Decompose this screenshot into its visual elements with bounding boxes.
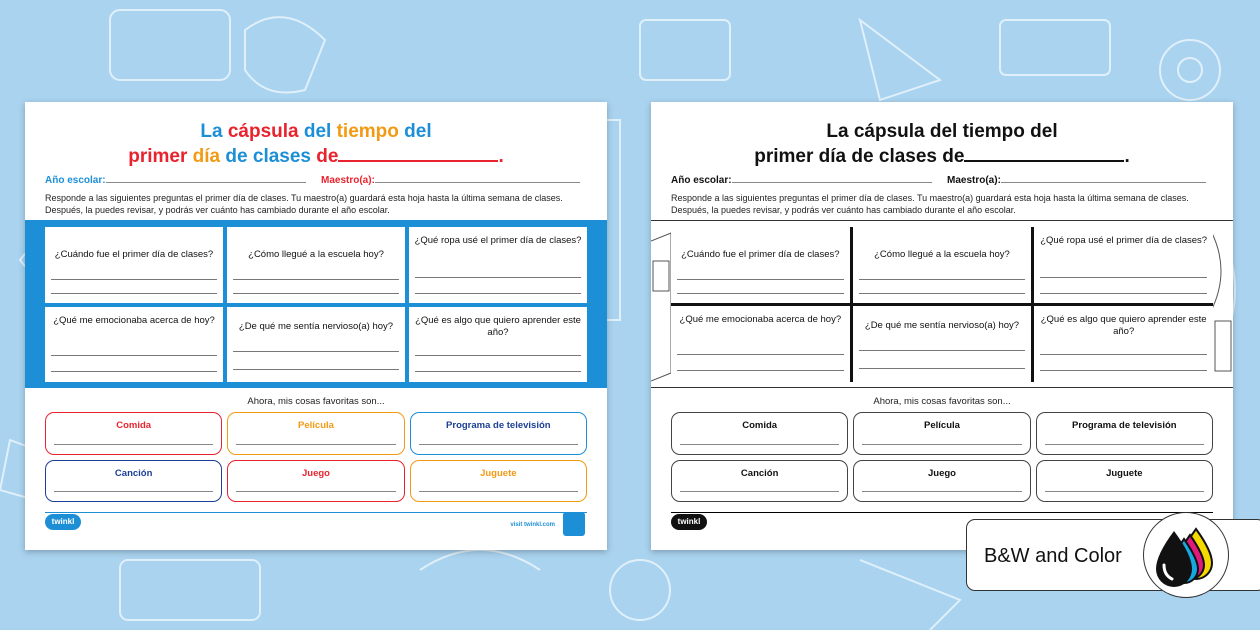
favorite-label: Comida bbox=[742, 420, 778, 431]
footer-rule bbox=[671, 512, 1213, 513]
question-text: ¿Cómo llegué a la escuela hoy? bbox=[248, 249, 384, 260]
bw-color-tag bbox=[966, 519, 1260, 591]
title-word: tiempo bbox=[336, 121, 399, 142]
title-blank bbox=[338, 144, 498, 162]
question-box bbox=[227, 227, 405, 303]
title-word: La bbox=[826, 121, 849, 142]
title-word: La bbox=[200, 121, 223, 142]
worksheet-bw bbox=[651, 102, 1233, 550]
title-word: del bbox=[303, 121, 332, 142]
title-word: clases bbox=[252, 146, 311, 167]
favorite-box bbox=[410, 460, 587, 503]
grade-field bbox=[671, 172, 932, 186]
question-text: ¿Cuándo fue el primer día de clases? bbox=[54, 249, 214, 260]
favorite-box bbox=[671, 460, 848, 503]
worksheet-title bbox=[25, 120, 607, 169]
teacher-field bbox=[947, 172, 1206, 186]
favorites-intro: Ahora, mis cosas favoritas son... bbox=[247, 396, 385, 407]
title-word: clases bbox=[878, 146, 937, 167]
question-grid bbox=[671, 227, 1213, 382]
question-box bbox=[45, 227, 223, 303]
title-word: día bbox=[192, 146, 221, 167]
favorites-grid bbox=[671, 412, 1213, 502]
title-word: del bbox=[929, 121, 958, 142]
favorite-label: Canción bbox=[114, 467, 153, 479]
title-word: de bbox=[942, 146, 965, 167]
instructions: Responde a las siguientes preguntas el primer día de clases. Tu maestro(a) guardará esta hoja hasta la última semana de clases. Después, la puedes revisar, y podrás ver cuánto has cambiado durante el año escolar. bbox=[45, 193, 563, 215]
favorite-box bbox=[671, 412, 848, 455]
favorite-label: Canción bbox=[740, 467, 779, 479]
favorite-box bbox=[227, 412, 404, 455]
site-url: visit twinkl.com bbox=[510, 522, 555, 528]
question-box bbox=[853, 227, 1032, 303]
favorite-label: Programa de televisión bbox=[446, 420, 551, 431]
grade-label: Año escolar: bbox=[671, 175, 732, 186]
title-word: del bbox=[1030, 121, 1058, 142]
footer-rule bbox=[45, 512, 587, 513]
teacher-field bbox=[321, 172, 580, 186]
title-period: . bbox=[498, 146, 504, 167]
grade-field bbox=[45, 172, 306, 186]
title-word: de bbox=[225, 146, 248, 167]
title-period: . bbox=[1124, 146, 1130, 167]
favorite-box bbox=[1036, 460, 1213, 503]
title-word: primer bbox=[128, 146, 188, 167]
favorite-label: Programa de televisión bbox=[1072, 420, 1177, 431]
favorite-label: Juguete bbox=[480, 467, 517, 479]
favorite-label: Juego bbox=[928, 467, 956, 479]
teacher-label: Maestro(a): bbox=[947, 175, 1001, 186]
question-box bbox=[1034, 227, 1213, 303]
quality-badge-icon bbox=[563, 512, 585, 536]
question-box bbox=[45, 307, 223, 383]
twinkl-logo: twinkl bbox=[671, 514, 707, 530]
favorites-intro: Ahora, mis cosas favoritas son... bbox=[873, 396, 1011, 407]
question-box bbox=[671, 227, 850, 303]
question-text: ¿Qué es algo que quiero aprender este año? bbox=[1040, 314, 1207, 337]
favorite-box bbox=[410, 412, 587, 455]
title-word: del bbox=[404, 121, 432, 142]
worksheet-color bbox=[25, 102, 607, 550]
grade-label: Año escolar: bbox=[45, 175, 106, 186]
favorite-box bbox=[853, 460, 1030, 503]
question-box bbox=[853, 306, 1032, 382]
favorite-box bbox=[1036, 412, 1213, 455]
ink-drops-icon bbox=[1143, 512, 1229, 598]
tag-label: B&W and Color bbox=[984, 545, 1122, 567]
title-word: primer bbox=[754, 146, 814, 167]
question-text: ¿Qué me emocionaba acerca de hoy? bbox=[53, 314, 215, 326]
question-text: ¿De qué me sentía nervioso(a) hoy? bbox=[238, 320, 394, 332]
title-word: día bbox=[818, 146, 847, 167]
title-blank bbox=[964, 144, 1124, 162]
favorite-box bbox=[45, 460, 222, 503]
favorite-label: Película bbox=[298, 420, 334, 431]
question-box bbox=[227, 307, 405, 383]
title-word: cápsula bbox=[853, 121, 925, 142]
question-text: ¿De qué me sentía nervioso(a) hoy? bbox=[864, 320, 1020, 331]
teacher-label: Maestro(a): bbox=[321, 175, 375, 186]
twinkl-logo: twinkl bbox=[45, 514, 81, 530]
favorite-label: Juguete bbox=[1106, 467, 1143, 479]
favorite-box bbox=[45, 412, 222, 455]
favorite-label: Juego bbox=[302, 467, 330, 479]
title-word: tiempo bbox=[962, 121, 1025, 142]
question-box bbox=[409, 227, 587, 303]
question-text: ¿Cómo llegué a la escuela hoy? bbox=[874, 249, 1010, 260]
title-word: de bbox=[851, 146, 874, 167]
question-text: ¿Qué ropa usé el primer día de clases? bbox=[1040, 235, 1208, 246]
favorite-label: Comida bbox=[116, 420, 152, 431]
question-box bbox=[409, 307, 587, 383]
question-box bbox=[671, 306, 850, 382]
question-text: ¿Cuándo fue el primer día de clases? bbox=[681, 249, 840, 260]
question-box bbox=[1034, 306, 1213, 382]
favorite-box bbox=[227, 460, 404, 503]
title-word: cápsula bbox=[227, 121, 299, 142]
worksheet-title bbox=[651, 120, 1233, 169]
favorite-box bbox=[853, 412, 1030, 455]
favorites-grid bbox=[45, 412, 587, 502]
instructions: Responde a las siguientes preguntas el primer día de clases. Tu maestro(a) guardará esta hoja hasta la última semana de clases. Después, la puedes revisar, y podrás ver cuánto has cambiado durante el año escolar. bbox=[671, 193, 1189, 215]
favorite-label: Película bbox=[924, 420, 960, 431]
question-text: ¿Qué ropa usé el primer día de clases? bbox=[414, 235, 582, 246]
question-text: ¿Qué me emocionaba acerca de hoy? bbox=[679, 314, 842, 325]
question-text: ¿Qué es algo que quiero aprender este año? bbox=[415, 314, 581, 338]
question-grid bbox=[45, 227, 587, 382]
title-word: de bbox=[316, 146, 339, 167]
